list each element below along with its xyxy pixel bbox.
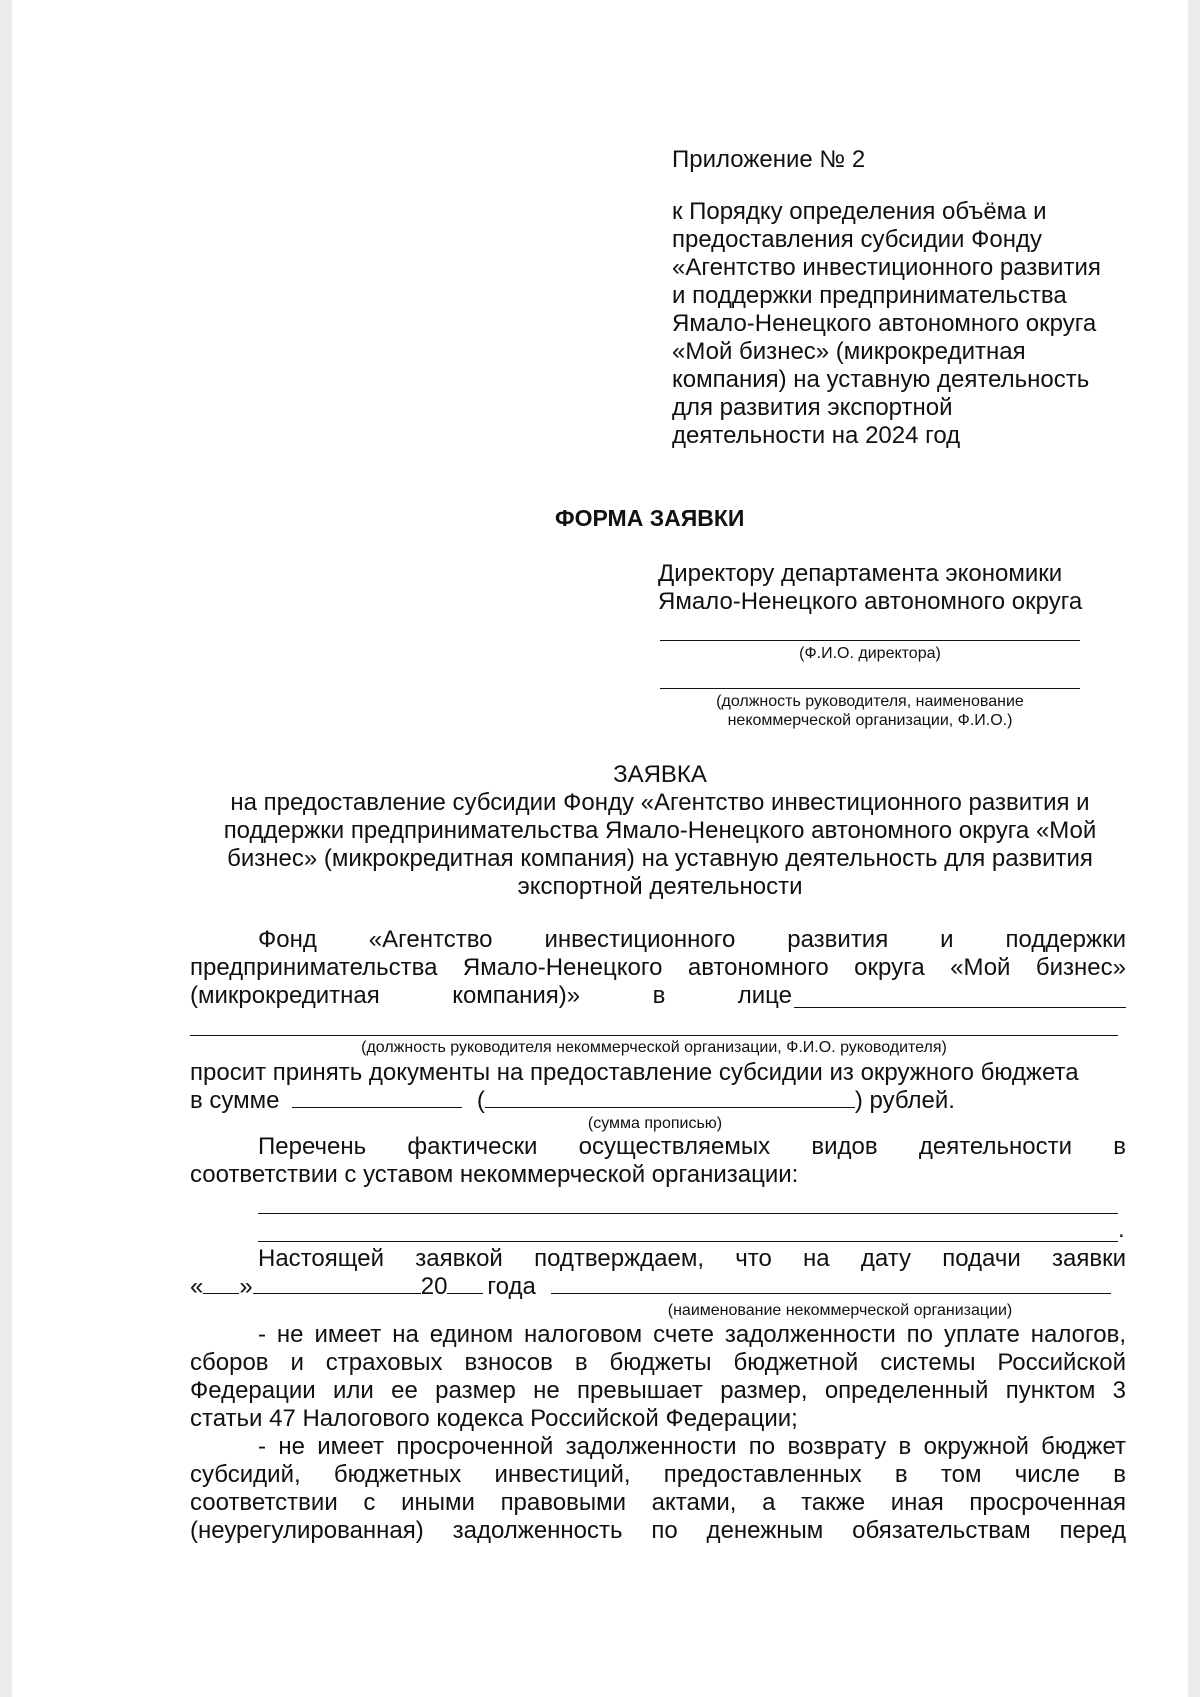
p6-line: соответствии с иными правовыми актами, а также иная просроченная bbox=[190, 1489, 1126, 1516]
caption-director: (Ф.И.О. директора) bbox=[799, 645, 941, 662]
caption-position bbox=[660, 692, 1080, 730]
appendix-number: Приложение № 2 bbox=[672, 146, 866, 173]
head-position-blank[interactable] bbox=[190, 1035, 1118, 1036]
p5-line: Федерации или ее размер не превышает размер, определенный пунктом 3 bbox=[190, 1377, 1126, 1404]
appendix-line: для развития экспортной bbox=[672, 394, 953, 421]
application-heading-block bbox=[190, 761, 1130, 901]
application-subheading-line: экспортной деятельности bbox=[517, 873, 803, 900]
p6-line: - не имеет просроченной задолженности по возврату в окружной бюджет bbox=[258, 1433, 1126, 1460]
appendix-line: и поддержки предпринимательства bbox=[672, 282, 1067, 309]
p2-paren-open: ( bbox=[476, 1087, 485, 1114]
organization-name-blank[interactable] bbox=[551, 1273, 1111, 1294]
p3-dot: . bbox=[1118, 1216, 1125, 1243]
p2-in-sum: в сумме bbox=[190, 1087, 280, 1114]
application-subheading-line: бизнес» (микрокредитная компания) на уставную деятельность для развития bbox=[227, 845, 1093, 872]
year-blank[interactable] bbox=[447, 1273, 483, 1294]
caption-org: (наименование некоммерческой организации) bbox=[667, 1302, 1013, 1319]
appendix-line: Ямало-Ненецкого автономного округа bbox=[672, 310, 1097, 337]
sum-words-blank[interactable] bbox=[485, 1087, 855, 1108]
p3-line-1: Перечень фактически осуществляемых видов деятельности в bbox=[258, 1133, 1126, 1160]
paragraph-request bbox=[190, 1059, 1130, 1115]
paragraph-fund bbox=[190, 926, 1126, 1010]
day-blank[interactable] bbox=[203, 1273, 239, 1294]
paragraph-activities bbox=[190, 1133, 1126, 1189]
p2-rubles: ) рублей. bbox=[854, 1087, 955, 1114]
appendix-line: «Агентство инвестиционного развития bbox=[672, 254, 1101, 281]
activities-blank-2[interactable] bbox=[258, 1241, 1118, 1242]
addressee-line-1: Директору департамента экономики bbox=[658, 560, 1063, 587]
p4-open-quote: « bbox=[190, 1273, 204, 1300]
application-subheading-line: на предоставление субсидии Фонду «Агентство инвестиционного развития и bbox=[230, 789, 1090, 816]
caption-position-line-1: (должность руководителя, наименование bbox=[716, 693, 1024, 710]
p4-year-word: года bbox=[487, 1273, 536, 1300]
application-subheading-line: поддержки предпринимательства Ямало-Ненецкого автономного округа «Мой bbox=[223, 817, 1097, 844]
addressee-line-2: Ямало-Ненецкого автономного округа bbox=[658, 588, 1083, 615]
activities-blank-1[interactable] bbox=[258, 1213, 1118, 1214]
caption-head: (должность руководителя некоммерческой организации, Ф.И.О. руководителя) bbox=[361, 1039, 947, 1056]
p1-line-2: предпринимательства Ямало-Ненецкого автономного округа «Мой бизнес» bbox=[190, 954, 1126, 981]
caption-sum: (сумма прописью) bbox=[587, 1115, 723, 1132]
appendix-line: к Порядку определения объёма и bbox=[672, 198, 1047, 225]
p4-close-quote: » bbox=[239, 1273, 253, 1300]
director-name-blank[interactable] bbox=[660, 640, 1080, 641]
p6-line: (неурегулированная) задолженность по денежным обязательствам перед bbox=[190, 1517, 1126, 1544]
appendix-block bbox=[672, 146, 1142, 450]
appendix-line: деятельности на 2024 год bbox=[672, 422, 961, 449]
p4-line-1: Настоящей заявкой подтверждаем, что на дату подачи заявки bbox=[258, 1245, 1126, 1272]
sum-number-blank[interactable] bbox=[292, 1087, 462, 1108]
appendix-line: предоставления субсидии Фонду bbox=[672, 226, 1042, 253]
paragraph-tax-debt bbox=[190, 1321, 1126, 1433]
paragraph-confirm bbox=[190, 1245, 1126, 1301]
paragraph-overdue-debt bbox=[190, 1433, 1126, 1545]
month-blank[interactable] bbox=[253, 1273, 421, 1294]
p2-line-1: просит принять документы на предоставление субсидии из окружного бюджета bbox=[190, 1059, 1079, 1086]
representative-blank[interactable] bbox=[794, 1007, 1126, 1008]
p1-line-3: (микрокредитная компания)» в лице bbox=[190, 982, 792, 1009]
position-blank[interactable] bbox=[660, 688, 1080, 689]
application-heading: ЗАЯВКА bbox=[613, 761, 707, 788]
p3-line-2: соответствии с уставом некоммерческой организации: bbox=[190, 1161, 799, 1188]
p1-line-1: Фонд «Агентство инвестиционного развития и поддержки bbox=[258, 926, 1126, 953]
form-title: ФОРМА ЗАЯВКИ bbox=[555, 505, 745, 531]
caption-position-line-2: некоммерческой организации, Ф.И.О.) bbox=[727, 712, 1013, 729]
p4-year: 20 bbox=[420, 1273, 448, 1300]
p5-line: статьи 47 Налогового кодекса Российской Федерации; bbox=[190, 1405, 798, 1432]
p5-line: сборов и страховых взносов в бюджеты бюджетной системы Российской bbox=[190, 1349, 1126, 1376]
addressee-block bbox=[658, 560, 1128, 616]
page-right-margin-shade bbox=[1188, 0, 1200, 1697]
page-left-margin-shade bbox=[0, 0, 12, 1697]
appendix-line: «Мой бизнес» (микрокредитная bbox=[672, 338, 1026, 365]
appendix-line: компания) на уставную деятельность bbox=[672, 366, 1090, 393]
p5-line: - не имеет на едином налоговом счете задолженности по уплате налогов, bbox=[258, 1321, 1126, 1348]
p6-line: субсидий, бюджетных инвестиций, предоставленных в том числе в bbox=[190, 1461, 1126, 1488]
